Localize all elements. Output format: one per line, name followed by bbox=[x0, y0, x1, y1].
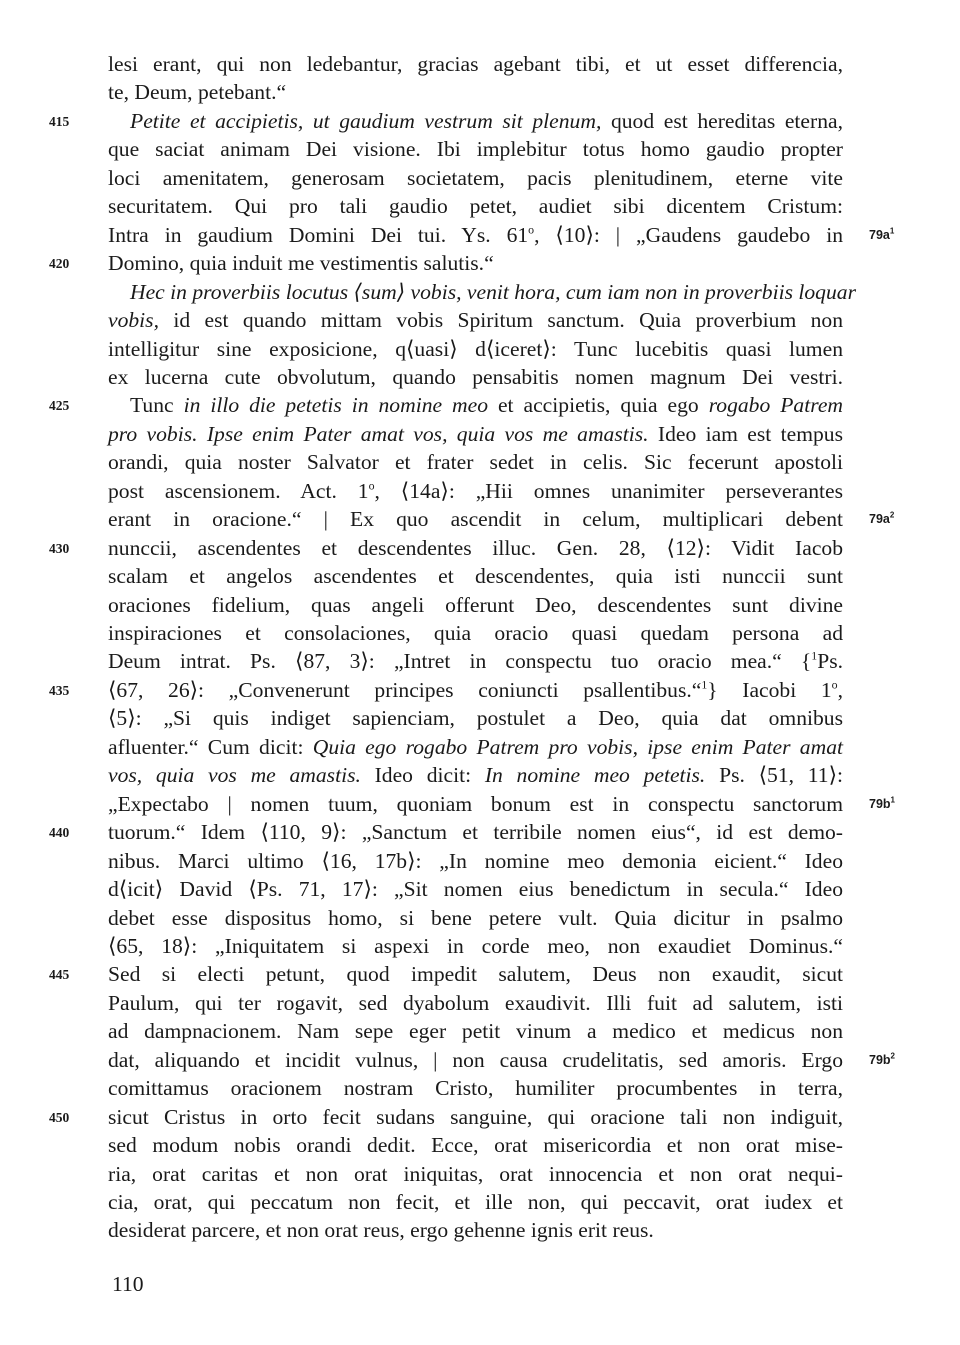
text-segment: afluenter.“ Cum dicit: bbox=[108, 734, 313, 759]
text-segment: Paulum, qui ter rogavit, sed dyabolum exaudivit. Illi fuit ad salutem, isti bbox=[108, 990, 843, 1015]
text-line bbox=[108, 477, 843, 506]
text-line bbox=[108, 1216, 843, 1245]
text-segment: orandi, quia noster Salvator et frater sedet in celis. Sic fecerunt apostoli bbox=[108, 450, 843, 475]
text-line bbox=[108, 989, 843, 1018]
text-segment: ex lucerna cute obvolutum, quando pensabitis nomen magnum Dei vestri. bbox=[108, 364, 843, 389]
italic-text: in illo die petetis in nomine meo bbox=[183, 393, 489, 418]
text-segment: , ⟨14a⟩: „Hii omnes unanimiter perseverantes bbox=[374, 478, 843, 503]
superscript: o bbox=[831, 677, 838, 692]
text-segment: securitatem. Qui pro tali gaudio petet, audiet sibi dicentem Cristum: bbox=[108, 194, 843, 219]
folio-marker bbox=[869, 505, 919, 534]
superscript: 1 bbox=[811, 649, 818, 664]
text-segment: Ideo dicit: bbox=[360, 763, 485, 788]
text-segment: sed modum nobis orandi dedit. Ecce, orat misericordia et non orat mise- bbox=[108, 1133, 843, 1158]
text-line bbox=[108, 505, 843, 534]
text-segment: ⟨5⟩: „Si quis indiget sapienciam, postulet a Deo, quia dat omnibus bbox=[108, 706, 843, 731]
text-segment: „Expectabo | nomen tuum, quoniam bonum est in conspectu sanctorum bbox=[108, 791, 843, 816]
text-segment: nunccii, ascendentes et descendentes illuc. Gen. 28, ⟨12⟩: Vidit Iacob bbox=[108, 535, 843, 560]
text-segment: oraciones fidelium, quas angeli offerunt Deo, descendentes sunt divine bbox=[108, 592, 843, 617]
text-segment: debet esse dispositus homo, si bene petere vult. Quia dicitur in psalmo bbox=[108, 905, 843, 930]
line-number: 440 bbox=[49, 825, 70, 841]
italic-text: In nomine meo petetis. bbox=[484, 763, 706, 788]
italic-text: pro vobis. Ipse enim Pater amat vos, quia vos me amastis. bbox=[108, 421, 649, 446]
text-line bbox=[108, 1046, 843, 1075]
line-number: 420 bbox=[49, 256, 70, 272]
line-number: 415 bbox=[49, 113, 70, 129]
folio-superscript: 1 bbox=[889, 226, 895, 236]
text-segment: , bbox=[837, 677, 843, 702]
text-segment: Ps. bbox=[817, 649, 843, 674]
text-segment: Ideo iam est tempus bbox=[648, 421, 843, 446]
text-line bbox=[130, 391, 843, 420]
text-line bbox=[108, 790, 843, 819]
text-line bbox=[108, 534, 843, 563]
text-line bbox=[108, 875, 843, 904]
text-line bbox=[108, 562, 843, 591]
superscript: o bbox=[528, 222, 535, 237]
italic-text: Quia ego rogabo Patrem pro vobis, ipse enim Pater amat bbox=[312, 734, 843, 759]
italic-text: Petite et accipietis, ut gaudium vestrum sit plenum, bbox=[130, 108, 602, 133]
italic-text: vos, quia vos me amastis. bbox=[108, 763, 361, 788]
text-segment: id est quando mittam vobis Spiritum sanctum. Quia proverbium non bbox=[158, 308, 843, 333]
italic-text: vobis, bbox=[108, 308, 159, 333]
text-line bbox=[108, 363, 843, 392]
text-line bbox=[108, 904, 843, 933]
text-segment: Sed si electi petunt, quod impedit salutem, Deus non exaudit, sicut bbox=[108, 962, 843, 987]
text-segment: te, Deum, petebant.“ bbox=[108, 80, 287, 105]
text-line bbox=[108, 960, 843, 989]
text-segment: ad dampnacionem. Nam sepe eger petit vinum a medico et medicus non bbox=[108, 1019, 843, 1044]
superscript: 1 bbox=[701, 677, 708, 692]
text-segment: , ⟨10⟩: | „Gaudens gaudebo in bbox=[534, 222, 843, 247]
text-segment: Deum intrat. Ps. ⟨87, 3⟩: „Intret in conspectu tuo oracio mea.“ { bbox=[108, 649, 812, 674]
text-segment: ria, orat caritas et non orat iniquitas, orat innocencia et non orat nequi- bbox=[108, 1161, 843, 1186]
text-line bbox=[130, 107, 843, 136]
text-segment: que saciat animam Dei visione. Ibi implebitur totus homo gaudio propter bbox=[108, 137, 843, 162]
text-line bbox=[108, 818, 843, 847]
text-line bbox=[108, 192, 843, 221]
text-line bbox=[108, 647, 843, 676]
text-line bbox=[108, 1017, 843, 1046]
text-segment: loci amenitatem, generosam societatem, pacis plenitudinem, eterne vite bbox=[108, 165, 843, 190]
text-segment: lesi erant, qui non ledebantur, gracias agebant tibi, et ut esset differencia, bbox=[108, 52, 843, 76]
text-line bbox=[108, 420, 843, 449]
text-segment: scalam et angelos ascendentes et descendentes, quia isti nunccii sunt bbox=[108, 564, 843, 589]
text-segment: intelligitur sine exposicione, q⟨uasi⟩ d⟨iceret⟩: Tunc lucebitis quasi lumen bbox=[108, 336, 843, 361]
text-segment: ⟨67, 26⟩: „Convenerunt principes coniuncti psallentibus.“ bbox=[108, 677, 702, 702]
text-line bbox=[108, 50, 843, 79]
folio-label: 79a bbox=[869, 227, 890, 242]
italic-text: rogabo Patrem bbox=[708, 393, 843, 418]
text-line bbox=[108, 1074, 843, 1103]
folio-label: 79b bbox=[869, 796, 891, 811]
folio-marker bbox=[869, 1046, 919, 1075]
folio-superscript: 1 bbox=[890, 795, 895, 805]
line-number: 425 bbox=[49, 398, 70, 414]
text-line bbox=[108, 164, 843, 193]
folio-label: 79a bbox=[869, 512, 890, 527]
text-line bbox=[108, 335, 843, 364]
text-line bbox=[108, 591, 843, 620]
folio-superscript: 2 bbox=[890, 1051, 895, 1061]
text-segment: comittamus oracionem nostram Cristo, humiliter procumbentes in terra, bbox=[108, 1076, 843, 1101]
text-line bbox=[108, 1103, 843, 1132]
text-line bbox=[108, 704, 843, 733]
text-line bbox=[130, 278, 856, 307]
text-line bbox=[108, 135, 843, 164]
text-line bbox=[108, 249, 843, 278]
folio-label: 79b bbox=[869, 1052, 891, 1067]
text-segment: Intra in gaudium Domini Dei tui. Ys. 61 bbox=[108, 222, 529, 247]
text-segment: Domino, quia induit me vestimentis salutis.“ bbox=[108, 251, 494, 276]
text-segment: nibus. Marci ultimo ⟨16, 17b⟩: „In nomine meo demonia eicient.“ Ideo bbox=[108, 848, 843, 873]
text-line bbox=[108, 1188, 843, 1217]
text-line bbox=[108, 932, 843, 961]
text-segment: desiderat parcere, et non orat reus, ergo gehenne ignis erit reus. bbox=[108, 1218, 654, 1243]
italic-text: Hec in proverbiis locutus ⟨sum⟩ vobis, venit hora, cum iam non in proverbiis loquar bbox=[130, 279, 856, 304]
text-line bbox=[108, 619, 843, 648]
text-segment: et accipietis, quia ego bbox=[488, 393, 709, 418]
line-number: 430 bbox=[49, 540, 70, 556]
text-line bbox=[108, 847, 843, 876]
line-number: 435 bbox=[49, 682, 70, 698]
text-line bbox=[108, 1160, 843, 1189]
text-line bbox=[108, 761, 843, 790]
text-line bbox=[108, 1131, 843, 1160]
text-line bbox=[108, 221, 843, 250]
text-segment: post ascensionem. Act. 1 bbox=[108, 478, 369, 503]
text-segment: quod est hereditas eterna, bbox=[601, 108, 843, 133]
superscript: o bbox=[368, 478, 375, 493]
text-segment: cia, orat, qui peccatum non fecit, et ille non, qui peccavit, orat iudex et bbox=[108, 1190, 843, 1214]
text-line bbox=[108, 306, 843, 335]
text-segment: tuorum.“ Idem ⟨110, 9⟩: „Sanctum et terribile nomen eius“, id est demo- bbox=[108, 820, 843, 845]
text-segment: } Iacobi 1 bbox=[707, 677, 832, 702]
text-segment: inspiraciones et consolaciones, quia oracio quasi quedam persona ad bbox=[108, 621, 843, 645]
text-line bbox=[108, 78, 843, 107]
text-segment: ⟨65, 18⟩: „Iniquitatem si aspexi in corde meo, non exaudiet Dominus.“ bbox=[108, 933, 843, 958]
text-segment: erant in oracione.“ | Ex quo ascendit in celum, multiplicari debent bbox=[108, 507, 843, 532]
text-segment: dat, aliquando et incidit vulnus, | non causa crudelitatis, sed amoris. Ergo bbox=[108, 1047, 843, 1072]
text-segment: Tunc bbox=[130, 393, 184, 418]
text-line bbox=[108, 676, 843, 705]
page-number: 110 bbox=[112, 1272, 144, 1296]
folio-superscript: 2 bbox=[889, 510, 895, 520]
text-line bbox=[108, 448, 843, 477]
line-number: 445 bbox=[49, 967, 70, 983]
folio-marker bbox=[869, 790, 919, 819]
folio-marker bbox=[869, 221, 919, 250]
text-segment: d⟨icit⟩ David ⟨Ps. 71, 17⟩: „Sit nomen eius benedictum in secula.“ Ideo bbox=[108, 877, 843, 902]
text-segment: Ps. ⟨51, 11⟩: bbox=[705, 763, 843, 788]
text-line bbox=[108, 733, 843, 762]
text-segment: sicut Cristus in orto fecit sudans sanguine, qui oracione tali non indiguit, bbox=[108, 1104, 843, 1129]
line-number: 450 bbox=[49, 1109, 70, 1125]
